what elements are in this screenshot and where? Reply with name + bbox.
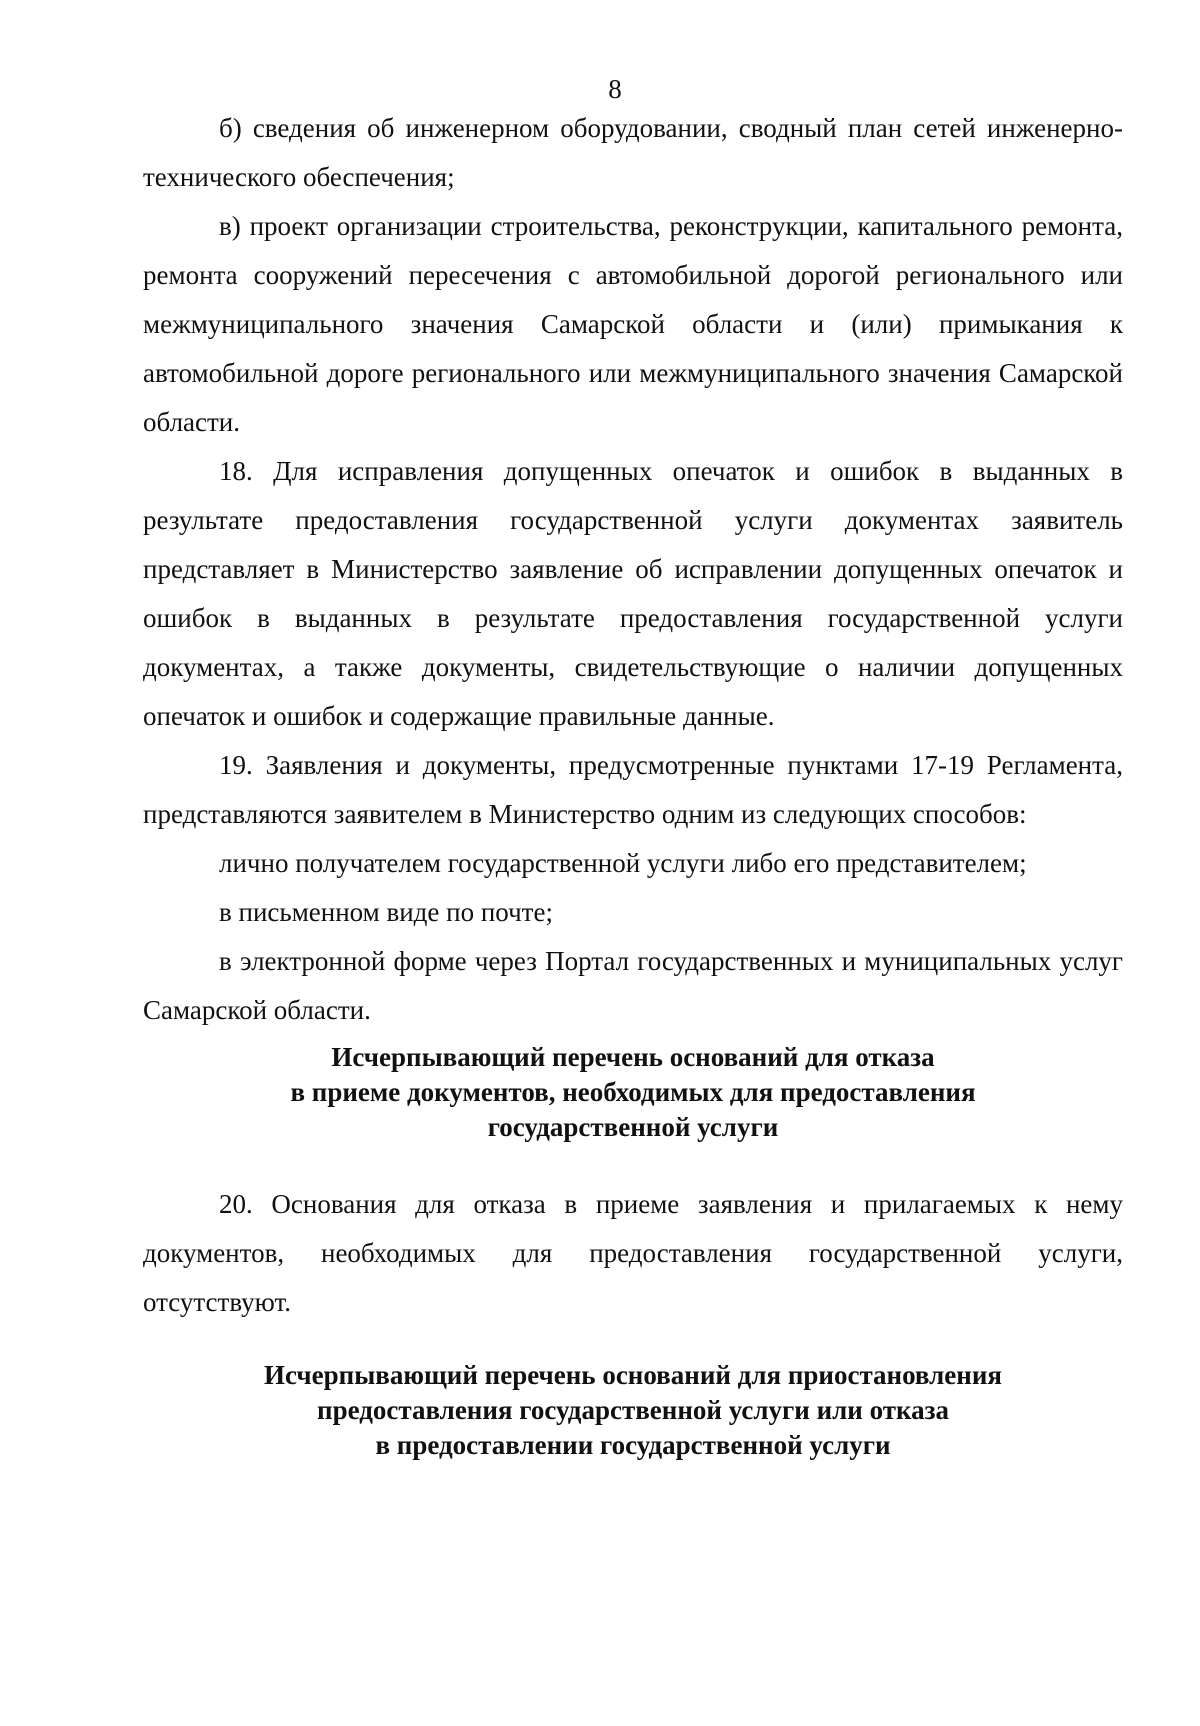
- paragraph-b-engineering-equipment: б) сведения об инженерном оборудовании, сводный план сетей инженерно-технического обеспечения;: [143, 113, 1123, 192]
- text-section-2: [143, 1180, 1123, 1327]
- heading-line: предоставления государственной услуги или отказа: [317, 1395, 949, 1425]
- page-number: 8: [608, 74, 622, 104]
- section-heading-suspension-refusal: [143, 1358, 1123, 1463]
- paragraph-20-no-grounds: 20. Основания для отказа в приеме заявления и прилагаемых к нему документов, необходимых для предоставления государственной услуги, отсутствуют.: [143, 1189, 1123, 1317]
- paragraph-18-corrections: 18. Для исправления допущенных опечаток и ошибок в выданных в результате предоставления государственной услуги документах заявитель представляет в Министерство заявление об исправлении допущенных опечаток и ошибок в выданных в результате предоставления государственной услуги документах, а также документы, свидетельствующие о наличии допущенных опечаток и ошибок и содержащие правильные данные.: [143, 456, 1123, 731]
- paragraph-method-in-person: лично получателем государственной услуги либо его представителем;: [219, 848, 1027, 878]
- heading-line: в приеме документов, необходимых для предоставления: [290, 1077, 976, 1107]
- paragraph-v-construction-project: в) проект организации строительства, реконструкции, капитального ремонта, ремонта сооружений пересечения с автомобильной дорогой регионального или межмуниципального значения Самарской области и (или) примыкания к автомобильной дороге регионального или межмуниципального значения Самарской области.: [143, 211, 1123, 437]
- paragraph-method-electronic: в электронной форме через Портал государственных и муниципальных услуг Самарской области.: [143, 946, 1123, 1025]
- heading-line: Исчерпывающий перечень оснований для отказа: [331, 1042, 935, 1072]
- text-section-1: [143, 104, 1123, 1035]
- heading-line: государственной услуги: [487, 1112, 779, 1142]
- heading-line: Исчерпывающий перечень оснований для приостановления: [263, 1360, 1003, 1390]
- paragraph-method-by-mail: в письменном виде по почте;: [219, 897, 553, 927]
- heading-line: в предоставлении государственной услуги: [375, 1430, 891, 1460]
- section-heading-refusal-documents: [143, 1040, 1123, 1145]
- paragraph-19-submission-methods: 19. Заявления и документы, предусмотренные пунктами 17-19 Регламента, представляются заявителем в Министерство одним из следующих способов:: [143, 750, 1123, 829]
